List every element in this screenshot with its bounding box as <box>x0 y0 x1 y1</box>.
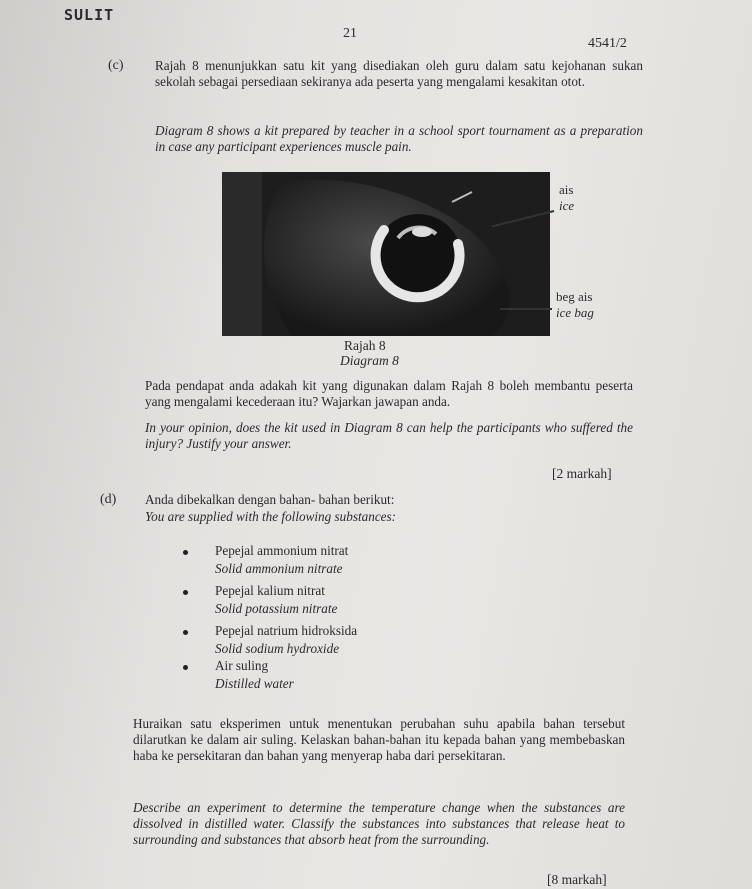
label-bag-malay: beg ais <box>556 289 593 304</box>
part-d-label: (d) <box>100 492 117 507</box>
ice-bag-photo <box>222 172 550 336</box>
label-ice-english: ice <box>559 198 575 213</box>
part-d-marks: [8 markah] <box>547 872 607 887</box>
part-c-question-malay: Pada pendapat anda adakah kit yang digunakan dalam Rajah 8 boleh membantu peserta yang mengalami kecederaan itu? Wajarkan jawapan anda. <box>145 378 633 409</box>
part-c-label: (c) <box>108 58 124 73</box>
part-d-intro-malay: Anda dibekalkan dengan bahan- bahan berikut: <box>145 492 395 507</box>
bullet-icon <box>183 665 188 670</box>
ice-bag-illustration <box>222 172 550 336</box>
bullet-icon <box>183 590 188 595</box>
substance-english: Solid sodium hydroxide <box>215 641 340 656</box>
ice-bag-pointer-line <box>500 308 552 310</box>
label-bag-english: ice bag <box>556 305 594 320</box>
part-c-malay-text: Rajah 8 menunjukkan satu kit yang disediakan oleh guru dalam satu kejohanan sukan sekolah sebagai persediaan sekiranya ada peserta yang mengalami kesakitan otot. <box>155 58 643 89</box>
part-d-intro-english: You are supplied with the following substances: <box>145 509 397 524</box>
part-d-task-malay: Huraikan satu eksperimen untuk menentukan perubahan suhu apabila bahan tersebut dilarutkan ke dalam air suling. Kelaskan bahan-bahan itu kepada bahan yang membebaskan haba ke persekitaran dan bahan yang menyerap haba dari persekitaran. <box>133 716 625 763</box>
substance-malay: Pepejal natrium hidroksida <box>215 623 358 638</box>
part-c-marks: [2 markah] <box>552 466 612 481</box>
figure-caption-english: Diagram 8 <box>340 353 399 368</box>
substance-english: Distilled water <box>215 676 294 691</box>
figure-caption-malay: Rajah 8 <box>344 338 386 353</box>
page-number: 21 <box>343 26 357 41</box>
label-ice-malay: ais <box>559 182 574 197</box>
paper-code: 4541/2 <box>588 36 627 51</box>
substance-malay: Pepejal ammonium nitrat <box>215 543 349 558</box>
substance-malay: Pepejal kalium nitrat <box>215 583 325 598</box>
bullet-icon <box>183 550 188 555</box>
bullet-icon <box>183 630 188 635</box>
substance-malay: Air suling <box>215 658 269 673</box>
substance-english: Solid potassium nitrate <box>215 601 338 616</box>
part-c-question-english: In your opinion, does the kit used in Diagram 8 can help the participants who suffered the injury? Justify your answer. <box>145 420 633 451</box>
substance-english: Solid ammonium nitrate <box>215 561 343 576</box>
header-sulit: SULIT <box>64 6 115 24</box>
part-d-task-english: Describe an experiment to determine the temperature change when the substances are dissolved in distilled water. Classify the substances into substances that release heat to surrounding and substances that absorb heat from the surrounding. <box>133 800 625 847</box>
part-c-english-text: Diagram 8 shows a kit prepared by teacher in a school sport tournament as a preparation in case any participant experiences muscle pain. <box>155 123 643 154</box>
